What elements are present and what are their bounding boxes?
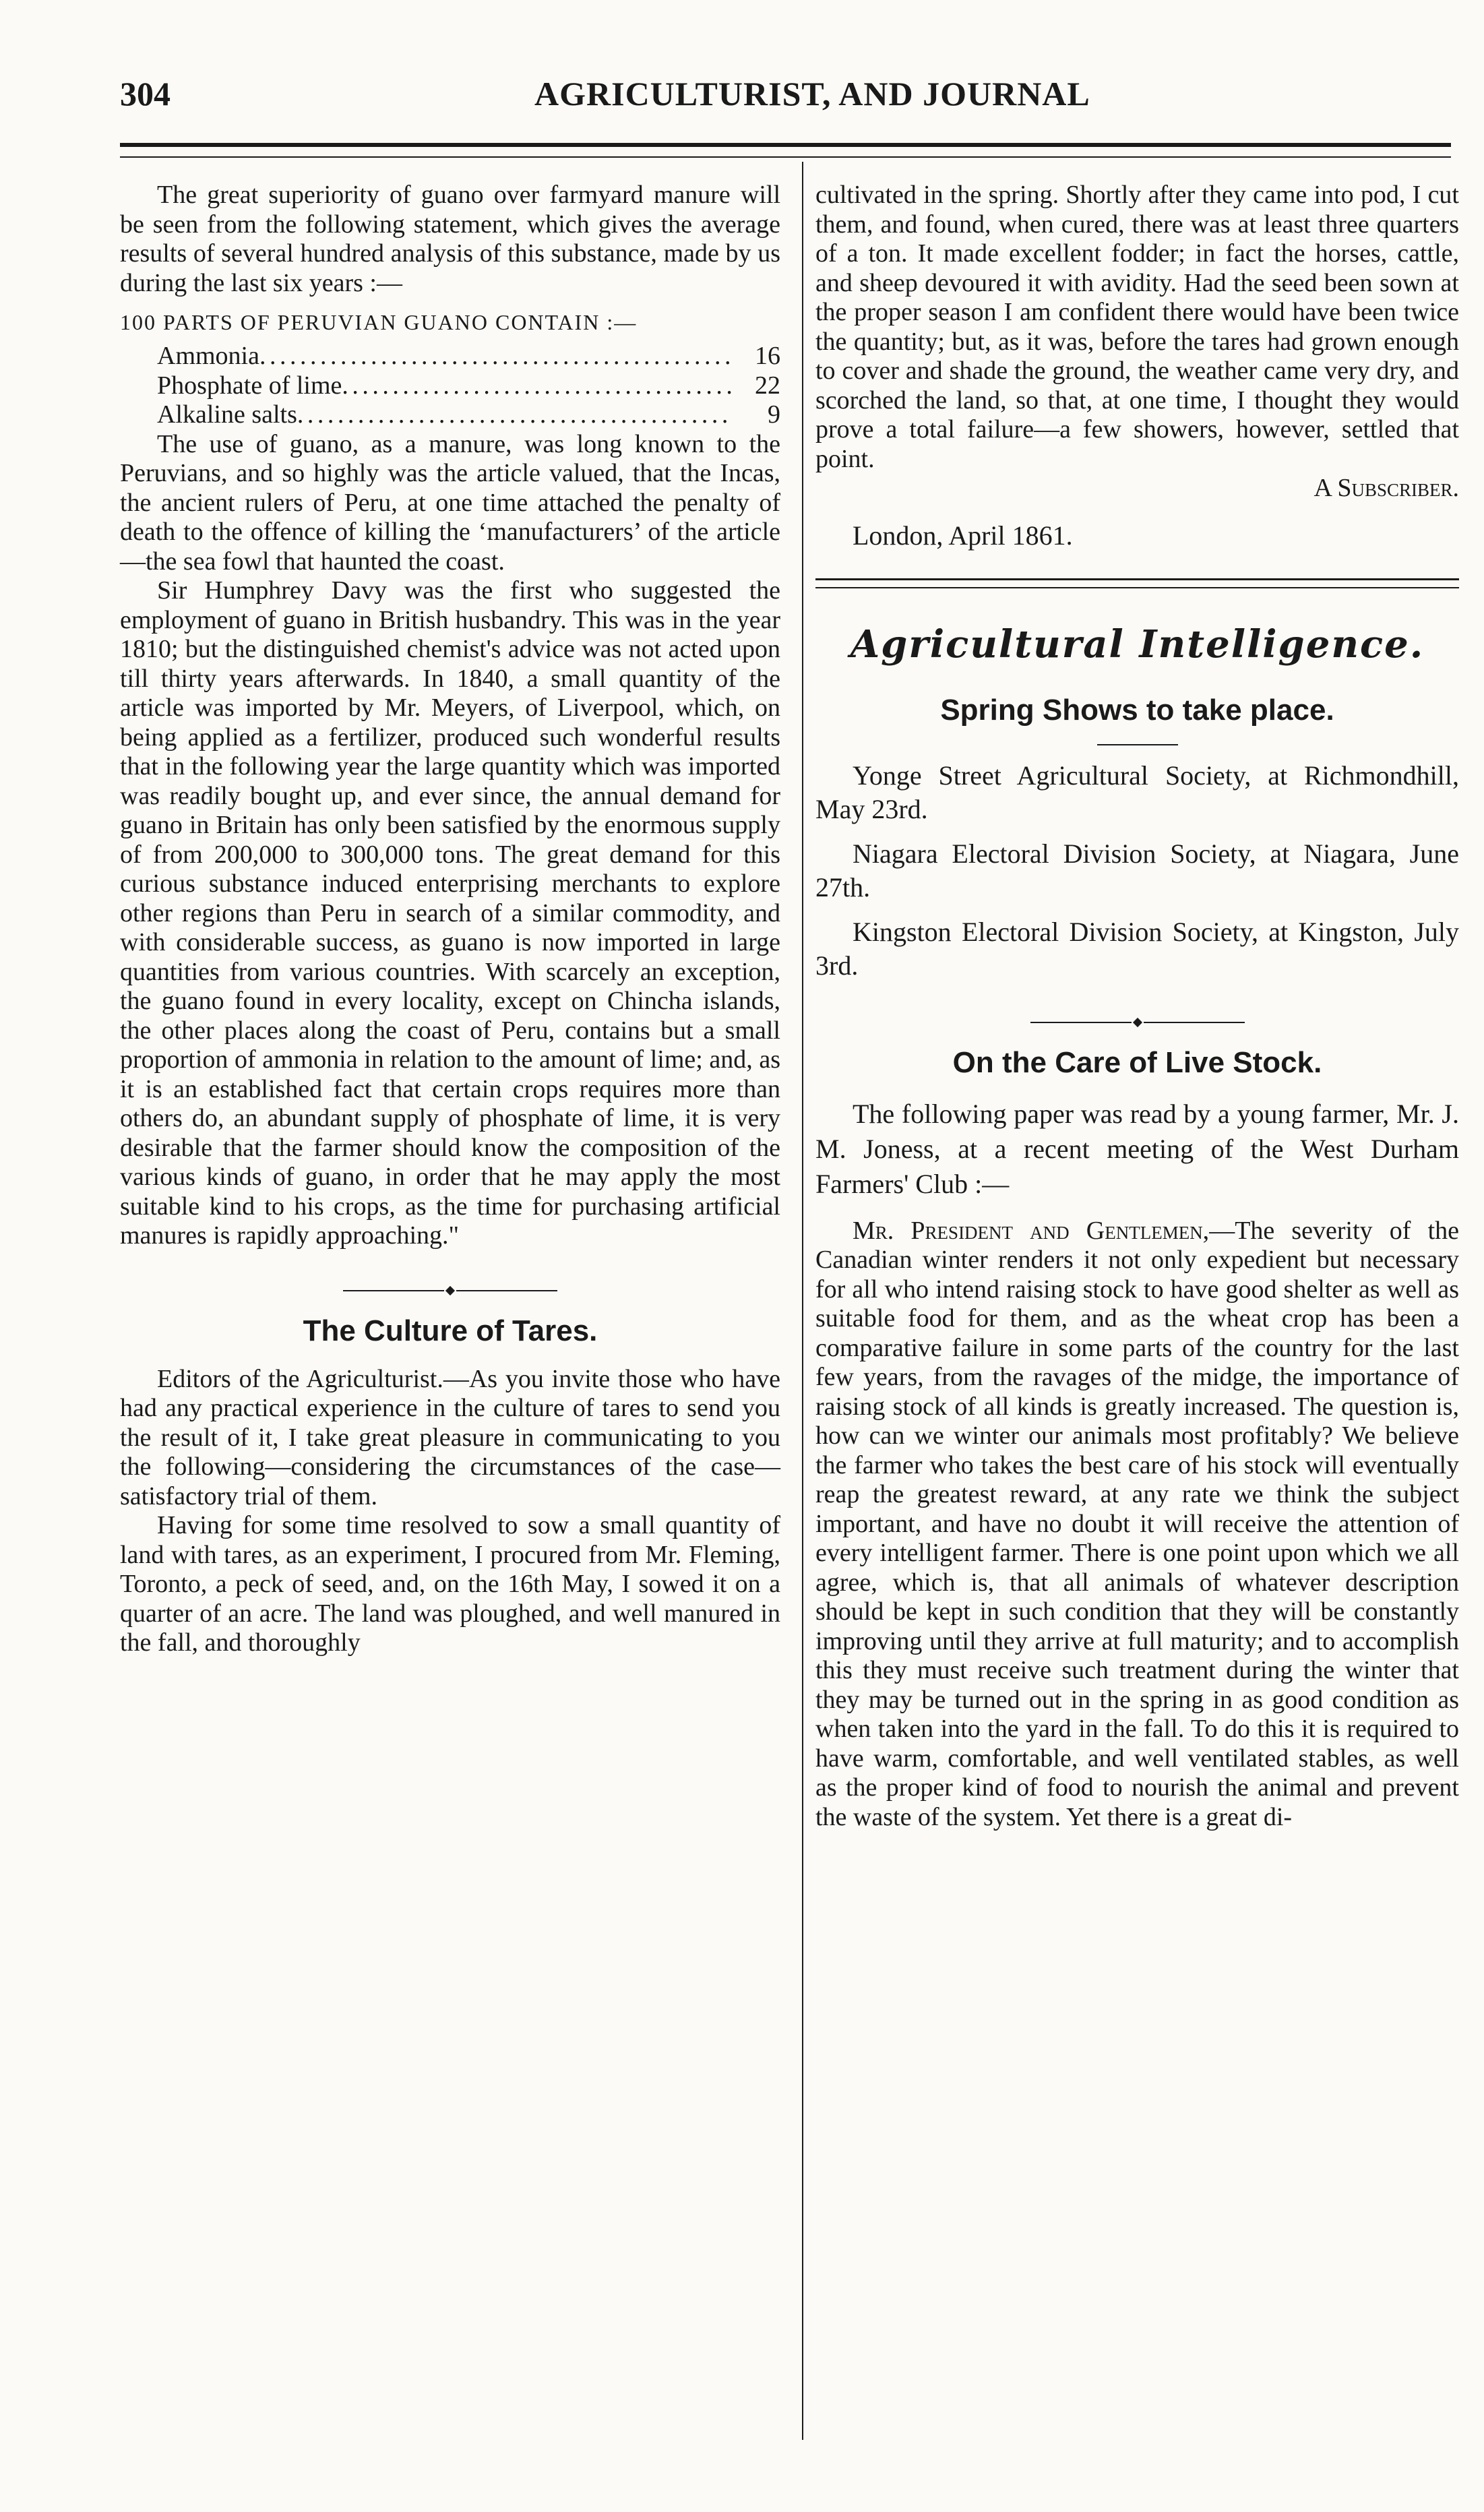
show-listing: Niagara Electoral Division Society, at Niagara, June 27th.	[815, 838, 1459, 902]
show-listing: Yonge Street Agricultural Society, at Richmondhill, May 23rd.	[815, 760, 1459, 824]
tares-title: The Culture of Tares.	[303, 1314, 598, 1347]
right-column	[815, 181, 1459, 1832]
dateline: London, April 1861.	[853, 520, 1073, 551]
ornament-divider	[120, 1278, 780, 1301]
analysis-table	[120, 342, 780, 430]
livestock-body	[815, 1217, 1459, 1833]
tares-paragraph-1: Editors of the Agriculturist.—As you invite those who have had any practical experience in the culture of tares to send you the result of it, I take great pleasure in communicating to you the following—considering the circumstances of the case—satisfactory trial of them.	[120, 1364, 780, 1510]
show-listing: Kingston Electoral Division Society, at Kingston, July 3rd.	[815, 916, 1459, 981]
tares-paragraph-2: Having for some time resolved to sow a small quantity of land with tares, as an experiment, I procured from Mr. Fleming, Toronto, a peck of seed, and, on the 16th May, I sowed it on a quarter of an acre. The land was ploughed, and well manured in the fall, and thoroughly	[120, 1511, 780, 1657]
analysis-row: Phosphate of lime . . . 22	[120, 371, 780, 401]
section-rule	[815, 578, 1459, 588]
guano-intro-paragraph: The great superiority of guano over farmyard manure will be seen from the following statement, which gives the average results of several hundred analysis of this substance, made by us during the last six years :—	[120, 181, 780, 297]
livestock-intro: The following paper was read by a young farmer, Mr. J. M. Joness, at a recent meeting of the West Durham Farmers' Club :—	[815, 1098, 1459, 1199]
column-divider	[802, 162, 803, 2440]
signature: A Subscriber.	[1313, 474, 1459, 502]
tares-continuation: cultivated in the spring. Shortly after they came into pod, I cut them, and found, when cured, there was at least three quarters of a ton. It made excellent fodder; in fact the horses, cattle, and sheep devoured it with avidity. Had the seed been sown at the proper season I am confident there would have been twice the quantity; but, as it was, before the tares had grown enough to cover and shade the ground, the weather came very dry, and scorched the land, so that, at one time, I thought they would prove a total failure—a few showers, however, settled that point.	[815, 181, 1459, 473]
analysis-caption: 100 PARTS OF PERUVIAN GUANO CONTAIN :—	[120, 310, 638, 334]
analysis-row: Ammonia . . . 16	[120, 342, 780, 371]
page-number: 304	[120, 75, 171, 113]
header-rule	[120, 143, 1451, 158]
analysis-row: Alkaline salts . . . 9	[120, 400, 780, 430]
section-title: Agricultural Intelligence.	[850, 621, 1425, 667]
incas-paragraph: The use of guano, as a manure, was long known to the Peruvians, and so highly was the article valued, that the Incas, the ancient rulers of Peru, at one time attached the penalty of death to the offence of killing the ‘manufacturers’ of the article—the sea fowl that haunted the coast.	[120, 429, 780, 576]
livestock-title: On the Care of Live Stock.	[952, 1045, 1322, 1079]
running-title: AGRICULTURIST, AND JOURNAL	[534, 75, 1090, 113]
davy-paragraph: Sir Humphrey Davy was the first who suggested the employment of guano in British husbandry. This was in the year 1810; but the distinguished chemist's advice was not acted upon till thirty years afterwards. In 1840, a small quantity of the article was imported by Mr. Meyers, of Liverpool, which, on being applied as a fertilizer, produced such wonderful results that in the following year the large quantity which was imported was readily bought up, and ever since, the annual demand for guano in Britain has only been satisfied by the enormous supply of from 200,000 to 300,000 tons. The great demand for this curious substance induced enterprising merchants to explore other regions than Peru in search of a similar commodity, and with considerable success, as guano is now imported in large quantities from various countries. With scarcely an exception, the guano found in every locality, except on Chincha islands, the other places along the coast of Peru, contains but a small proportion of ammonia in relation to the amount of lime; and, as it is an established fact that certain crops requires more than others do, an abundant supply of phosphate of lime, it is very desirable that the farmer should know the composition of the various kinds of guano, in order that he may apply the most suitable kind to his crops, as the time for purchasing artificial manures is rapidly approaching."	[120, 576, 780, 1250]
signature-row	[815, 474, 1459, 503]
title-rule	[1097, 744, 1178, 745]
livestock-salutation: Mr. President and Gentlemen,	[853, 1216, 1210, 1245]
left-column	[120, 181, 780, 1658]
spring-shows-title: Spring Shows to take place.	[940, 693, 1334, 727]
ornament-divider	[815, 1010, 1459, 1033]
livestock-body-text: —The severity of the Canadian winter renders it not only expedient but necessary for all who intend raising stock to have good shelter as well as suitable food for them, and as the wheat crop has been a comparative failure in some parts of the country for the last few years, from the ravages of the midge, the importance of raising stock of all kinds is greatly increased. The question is, how can we winter our animals most profitably? We believe the farmer who takes the best care of his stock will eventually reap the greatest reward, at any rate we think the subject important, and have no doubt it will receive the attention of every intelligent farmer. There is one point upon which we all agree, which is, that all animals of whatever description should be kept in such condition that they will be constantly improving until they arrive at full maturity; and to accomplish this they must receive such treatment during the winter that they may be turned out in the spring in as good condition as when taken into the yard in the fall. To do this it is required to have warm, comfortable, and well ventilated stables, as well as the proper kind of food to nourish the animal and prevent the waste of the system. Yet there is a great di-	[815, 1216, 1459, 1831]
page-header	[120, 74, 1451, 128]
